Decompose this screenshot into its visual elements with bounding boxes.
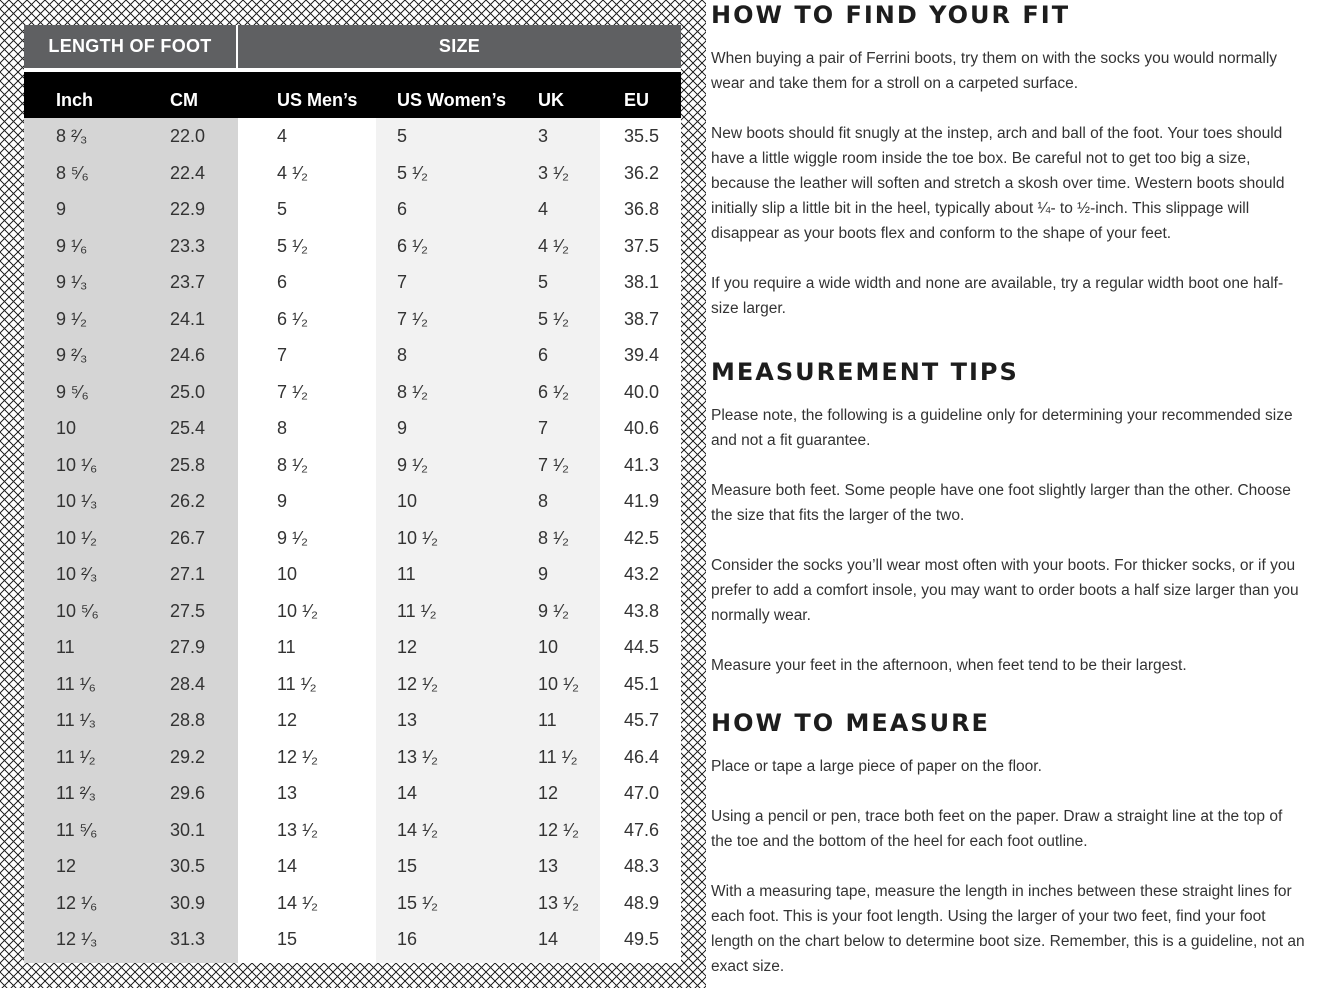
table-row (24, 629, 681, 666)
inch-cell: 10 ¹⁄₂ (56, 527, 98, 548)
us-mens-cell: 14 ¹⁄₂ (277, 892, 319, 913)
uk-cell: 13 (538, 856, 559, 876)
us-mens-cell: 14 (277, 856, 298, 876)
table-row (24, 739, 681, 776)
table-row (24, 702, 681, 739)
cm-cell: 28.8 (170, 710, 206, 730)
cm-cell: 23.7 (170, 272, 206, 292)
cm-cell: 30.5 (170, 856, 206, 876)
uk-cell: 10 ¹⁄₂ (538, 673, 580, 694)
us-mens-cell: 12 (277, 710, 298, 730)
table-row (24, 228, 681, 265)
table-row (24, 812, 681, 849)
paragraph: If you require a wide width and none are available, try a regular width boot one half-size larger. (711, 275, 1284, 317)
uk-cell: 5 (538, 272, 549, 292)
eu-cell: 49.5 (624, 929, 660, 949)
paragraph: Measure your feet in the afternoon, when feet tend to be their largest. (711, 657, 1187, 674)
table-row (24, 520, 681, 557)
us-womens-cell: 12 (397, 637, 418, 657)
eu-cell: 48.3 (624, 856, 660, 876)
cm-cell: 27.9 (170, 637, 206, 657)
table-row (24, 447, 681, 484)
inch-cell: 10 ⁵⁄₆ (56, 600, 99, 621)
inch-cell: 10 (56, 418, 77, 438)
table-row (24, 483, 681, 520)
column-header-eu: EU (624, 90, 650, 110)
uk-cell: 9 ¹⁄₂ (538, 600, 569, 621)
eu-cell: 45.1 (624, 673, 660, 694)
section-title-measurement-tips: MEASUREMENT TIPS (711, 358, 1019, 386)
cm-cell: 23.3 (170, 235, 206, 256)
table-row (24, 118, 681, 155)
us-mens-cell: 6 ¹⁄₂ (277, 308, 308, 329)
us-mens-cell: 7 ¹⁄₂ (277, 381, 308, 402)
us-mens-cell: 9 ¹⁄₂ (277, 527, 308, 548)
table-row (24, 264, 681, 301)
eu-cell: 47.0 (624, 783, 660, 803)
cm-cell: 29.2 (170, 746, 206, 767)
us-womens-cell: 6 (397, 199, 408, 219)
section-title-how-to-measure: HOW TO MEASURE (711, 709, 990, 737)
us-womens-cell: 8 ¹⁄₂ (397, 381, 428, 402)
uk-cell: 8 (538, 491, 549, 511)
uk-cell: 4 (538, 199, 549, 219)
uk-cell: 14 (538, 929, 559, 949)
eu-cell: 37.5 (624, 235, 660, 256)
cm-cell: 27.5 (170, 600, 206, 621)
cm-cell: 27.1 (170, 564, 206, 584)
us-mens-cell: 13 ¹⁄₂ (277, 819, 319, 840)
us-mens-cell: 7 (277, 345, 288, 365)
cm-cell: 31.3 (170, 929, 206, 949)
paragraph: Consider the socks you’ll wear most often with your boots. For thicker socks, or if you prefer to add a comfort insole, you may want to order boots a half size larger than you normally wear. (711, 557, 1299, 624)
table-row (24, 410, 681, 447)
cm-cell: 22.0 (170, 126, 206, 146)
us-womens-cell: 13 ¹⁄₂ (397, 746, 439, 767)
table-row (24, 337, 681, 374)
uk-cell: 4 ¹⁄₂ (538, 235, 569, 256)
column-header-us-mens: US Men’s (277, 90, 358, 110)
eu-cell: 43.8 (624, 600, 660, 621)
table-row (24, 191, 681, 228)
column-header-cm: CM (170, 90, 198, 110)
us-womens-cell: 6 ¹⁄₂ (397, 235, 428, 256)
uk-cell: 13 ¹⁄₂ (538, 892, 580, 913)
us-mens-cell: 11 (277, 637, 296, 657)
table-row (24, 374, 681, 411)
us-womens-cell: 7 (397, 272, 408, 292)
cm-cell: 29.6 (170, 783, 206, 803)
us-womens-cell: 14 (397, 783, 418, 803)
table-row (24, 593, 681, 630)
inch-cell: 11 ⁵⁄₆ (56, 819, 98, 840)
uk-cell: 11 (538, 710, 557, 730)
paragraph: Please note, the following is a guideline only for determining your recommended size and not a fit guarantee. (711, 407, 1293, 449)
inch-cell: 10 ¹⁄₃ (56, 491, 98, 511)
uk-cell: 3 ¹⁄₂ (538, 162, 569, 183)
size-header: SIZE (238, 25, 681, 68)
us-mens-cell: 15 (277, 929, 298, 949)
inch-cell: 8 ²⁄₃ (56, 126, 88, 146)
us-womens-cell: 14 ¹⁄₂ (397, 819, 439, 840)
column-header-row (24, 72, 681, 118)
inch-cell: 9 ¹⁄₂ (56, 308, 87, 329)
us-womens-cell: 15 (397, 856, 418, 876)
table-row (24, 301, 681, 338)
uk-cell: 6 ¹⁄₂ (538, 381, 569, 402)
inch-cell: 11 ²⁄₃ (56, 783, 97, 803)
eu-cell: 41.9 (624, 491, 660, 511)
paragraph: New boots should fit snugly at the instep, arch and ball of the foot. Your toes should have a little wiggle room inside the toe box. Be careful not to get too big a size, because the leather will soften and stretch a skosh over time. Western boots should initially slip a little bit in the heel, typically about ¼- to ½-inch. This slippage will disappear as your boots flex and conform to the shape of your feet. (711, 125, 1285, 242)
us-womens-cell: 10 (397, 491, 418, 511)
uk-cell: 9 (538, 564, 549, 584)
us-womens-cell: 11 (397, 564, 416, 584)
eu-cell: 38.7 (624, 308, 660, 329)
inch-cell: 9 ¹⁄₆ (56, 235, 88, 256)
column-header-us-womens: US Women’s (397, 90, 507, 110)
us-womens-cell: 5 (397, 126, 408, 146)
inch-cell: 9 ²⁄₃ (56, 345, 88, 365)
uk-cell: 7 ¹⁄₂ (538, 454, 569, 475)
eu-cell: 41.3 (624, 454, 660, 475)
cm-cell: 28.4 (170, 673, 206, 694)
paragraph: When buying a pair of Ferrini boots, try them on with the socks you would normally wear and take them for a stroll on a carpeted surface. (711, 50, 1278, 92)
inch-cell: 9 (56, 199, 67, 219)
inch-cell: 10 ¹⁄₆ (56, 454, 98, 475)
us-womens-cell: 5 ¹⁄₂ (397, 162, 428, 183)
inch-cell: 11 ¹⁄₂ (56, 746, 96, 767)
us-womens-cell: 15 ¹⁄₂ (397, 892, 439, 913)
us-mens-cell: 8 (277, 418, 288, 438)
us-mens-cell: 4 ¹⁄₂ (277, 162, 308, 183)
inch-cell: 10 ²⁄₃ (56, 564, 98, 584)
inch-cell: 11 ¹⁄₃ (56, 710, 97, 730)
us-mens-cell: 4 (277, 126, 288, 146)
table-row (24, 556, 681, 593)
us-womens-cell: 13 (397, 710, 418, 730)
us-mens-cell: 12 ¹⁄₂ (277, 746, 319, 767)
uk-cell: 8 ¹⁄₂ (538, 527, 569, 548)
inch-cell: 12 ¹⁄₆ (56, 892, 98, 913)
length-of-foot-header: LENGTH OF FOOT (24, 25, 236, 68)
us-womens-cell: 8 (397, 345, 408, 365)
table-row (24, 775, 681, 812)
inch-cell: 9 ⁵⁄₆ (56, 381, 89, 402)
table-row (24, 921, 681, 958)
inch-cell: 11 ¹⁄₆ (56, 673, 96, 694)
us-womens-cell: 10 ¹⁄₂ (397, 527, 439, 548)
us-mens-cell: 6 (277, 272, 288, 292)
paragraph: With a measuring tape, measure the length in inches between these straight lines for each foot. This is your foot length. Using the larger of your two feet, find your foot length on the chart below to determine boot size. Remember, this is a guideline, not an exact size. (711, 883, 1305, 975)
uk-cell: 10 (538, 637, 559, 657)
column-header-inch: Inch (56, 90, 94, 110)
cm-cell: 25.4 (170, 418, 206, 438)
us-womens-cell: 16 (397, 929, 418, 949)
table-row (24, 666, 681, 703)
column-header-uk: UK (538, 90, 564, 110)
section-title-find-fit: HOW TO FIND YOUR FIT (711, 1, 1071, 29)
us-womens-cell: 9 (397, 418, 408, 438)
cm-cell: 25.0 (170, 381, 206, 402)
inch-cell: 11 (56, 637, 75, 657)
us-mens-cell: 10 (277, 564, 298, 584)
eu-cell: 42.5 (624, 527, 660, 548)
eu-cell: 44.5 (624, 637, 660, 657)
fit-guide-text (711, 0, 1311, 988)
cm-cell: 25.8 (170, 454, 206, 475)
us-mens-cell: 5 ¹⁄₂ (277, 235, 308, 256)
inch-cell: 12 ¹⁄₃ (56, 929, 98, 949)
us-mens-cell: 9 (277, 491, 288, 511)
eu-cell: 40.0 (624, 381, 660, 402)
uk-cell: 7 (538, 418, 549, 438)
table-row (24, 848, 681, 885)
cm-cell: 26.7 (170, 527, 206, 548)
inch-cell: 8 ⁵⁄₆ (56, 162, 89, 183)
size-chart-table (24, 25, 681, 963)
uk-cell: 3 (538, 126, 549, 146)
inch-cell: 12 (56, 856, 77, 876)
eu-cell: 36.2 (624, 162, 660, 183)
cm-cell: 22.9 (170, 199, 206, 219)
us-womens-cell: 9 ¹⁄₂ (397, 454, 428, 475)
us-womens-cell: 11 ¹⁄₂ (397, 600, 437, 621)
inch-cell: 9 ¹⁄₃ (56, 272, 88, 292)
eu-cell: 40.6 (624, 418, 660, 438)
cm-cell: 30.1 (170, 819, 206, 840)
table-row (24, 155, 681, 192)
eu-cell: 46.4 (624, 746, 660, 767)
eu-cell: 48.9 (624, 892, 660, 913)
cm-cell: 26.2 (170, 491, 206, 511)
us-womens-cell: 7 ¹⁄₂ (397, 308, 428, 329)
eu-cell: 35.5 (624, 126, 660, 146)
us-womens-cell: 12 ¹⁄₂ (397, 673, 439, 694)
table-body (24, 118, 681, 963)
paragraph: Using a pencil or pen, trace both feet on the paper. Draw a straight line at the top of the toe and the bottom of the heel for each foot outline. (711, 808, 1283, 850)
us-mens-cell: 11 ¹⁄₂ (277, 673, 317, 694)
uk-cell: 5 ¹⁄₂ (538, 308, 569, 329)
eu-cell: 45.7 (624, 710, 660, 730)
us-mens-cell: 8 ¹⁄₂ (277, 454, 308, 475)
uk-cell: 12 ¹⁄₂ (538, 819, 580, 840)
paragraph: Measure both feet. Some people have one foot slightly larger than the other. Choose the size that fits the larger of the two. (711, 482, 1291, 524)
eu-cell: 47.6 (624, 819, 660, 840)
cm-cell: 24.6 (170, 345, 206, 365)
paragraph: Place or tape a large piece of paper on the floor. (711, 758, 1042, 775)
eu-cell: 38.1 (624, 272, 660, 292)
us-mens-cell: 10 ¹⁄₂ (277, 600, 319, 621)
us-mens-cell: 5 (277, 199, 288, 219)
table-row (24, 885, 681, 922)
cm-cell: 24.1 (170, 308, 206, 329)
eu-cell: 39.4 (624, 345, 660, 365)
eu-cell: 43.2 (624, 564, 660, 584)
uk-cell: 12 (538, 783, 559, 803)
uk-cell: 11 ¹⁄₂ (538, 746, 578, 767)
uk-cell: 6 (538, 345, 549, 365)
us-mens-cell: 13 (277, 783, 298, 803)
eu-cell: 36.8 (624, 199, 660, 219)
group-header-row (24, 25, 681, 68)
cm-cell: 30.9 (170, 892, 206, 913)
cm-cell: 22.4 (170, 162, 206, 183)
